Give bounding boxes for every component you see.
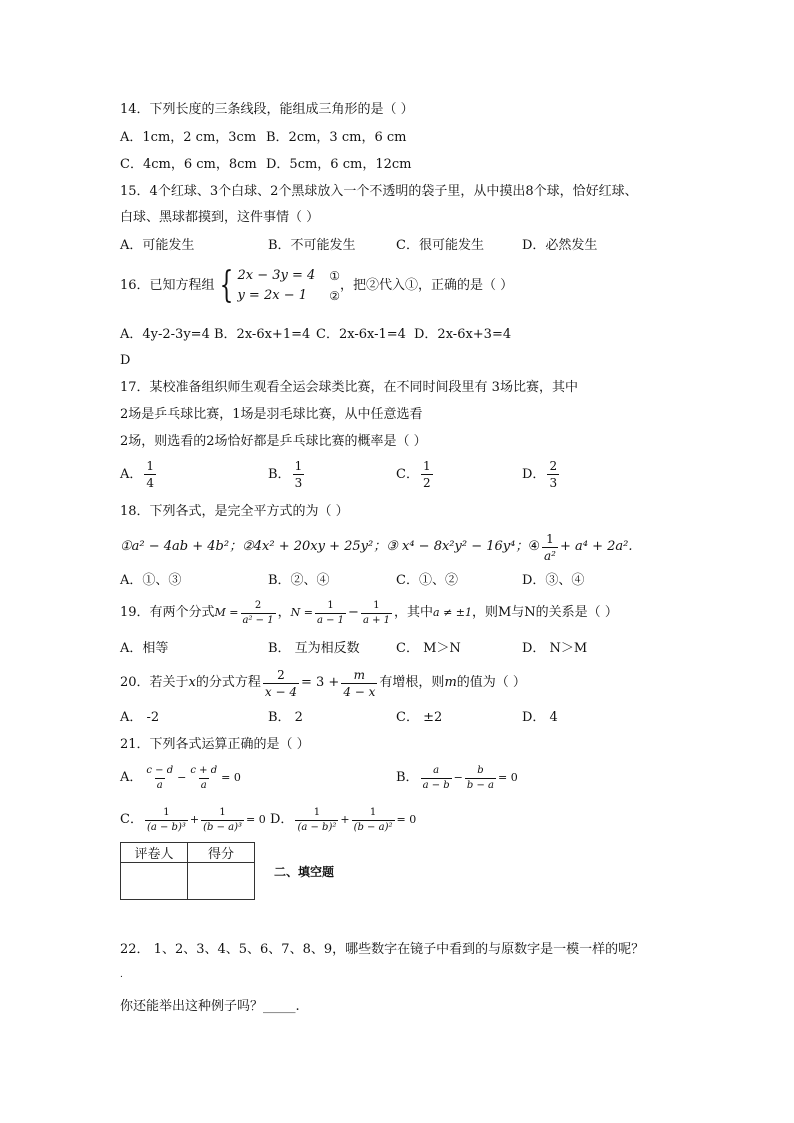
q14-stem: 14．下列长度的三条线段，能组成三角形的是（ ） — [120, 102, 414, 117]
score-table — [120, 842, 255, 900]
fraction-denominator: (b − a)² — [353, 821, 393, 833]
q17-option-a-fraction — [144, 460, 156, 489]
q15-option-b: B．不可能发生 — [268, 238, 356, 253]
q20-right-fraction — [341, 669, 377, 698]
q16-equation-1: 2x − 3y = 4 — [237, 268, 316, 283]
q21-a-fraction-2 — [188, 766, 219, 791]
q19-option-d: D． N＞M — [522, 641, 588, 656]
fraction-numerator: 1 — [422, 459, 431, 473]
q21-option-b-label: B． — [396, 770, 419, 785]
fraction-denominator: (b − a)³ — [203, 821, 243, 833]
q14-option-c: C．4cm，6 cm，8cm — [120, 157, 257, 172]
fraction-numerator: 1 — [546, 531, 554, 546]
fraction-numerator: 1 — [313, 806, 321, 818]
fraction-denominator: (a − b)³ — [146, 821, 186, 833]
q17-option-d-fraction — [547, 460, 559, 489]
q15-option-a: A．可能发生 — [120, 238, 195, 253]
q16-stem-prefix: 16．已知方程组 — [120, 278, 215, 293]
fraction-denominator: a − 1 — [316, 614, 345, 626]
q19-n-fraction-1 — [315, 601, 346, 626]
q18-stem: 18．下列各式，是完全平方式的为（ ） — [120, 504, 349, 519]
q19-minus: − — [348, 605, 359, 620]
fraction-numerator: b — [477, 764, 484, 776]
q22-stem-line1: 22． 1、2、3、4、5、6、7、8、9，哪些数字在镜子中看到的与原数字是一模一样的呢？ — [120, 942, 645, 957]
q16-option-c: C．2x-6x-1=4 — [316, 327, 406, 342]
q21-d-equals: = 0 — [396, 813, 417, 826]
q17-option-c-label: C． — [396, 466, 419, 482]
q17-option-b-fraction — [293, 460, 305, 489]
q18-option-c: C．①、② — [396, 573, 458, 588]
section-heading-fill-in: 二、填空题 — [274, 865, 335, 879]
fraction-numerator: 1 — [146, 459, 155, 473]
q20-stem-middle2: 有增根，则 — [379, 675, 445, 690]
fraction-numerator: c − d — [146, 764, 174, 776]
q20-stem-prefix: 20．若关于 — [120, 675, 189, 690]
q16-marks — [329, 266, 340, 306]
q21-c-equals: = 0 — [246, 813, 266, 826]
fraction-denominator: x − 4 — [264, 684, 297, 699]
q21-c-operator: + — [189, 813, 200, 826]
score-table-header-score: 得分 — [188, 843, 255, 863]
q16-mark-1: ① — [329, 269, 341, 283]
q16-system — [237, 266, 315, 306]
fraction-numerator: 1 — [219, 806, 226, 818]
fraction-denominator: a² − 1 — [242, 614, 274, 626]
q19-condition: a ≠ ±1 — [433, 606, 472, 619]
q16-option-d: D．2x-6x+3=4 — [414, 327, 512, 342]
q17-stem-line1: 17．某校准备组织师生观看全运会球类比赛，在不同时间段里有 3场比赛，其中 — [120, 380, 578, 395]
q17-option-a — [120, 460, 158, 489]
q18-option-a: A．①、③ — [120, 573, 182, 588]
fraction-numerator: 1 — [294, 459, 303, 473]
q21-b-equals: = 0 — [498, 771, 518, 784]
q17-option-d — [522, 460, 561, 489]
q21-a-equals: = 0 — [221, 771, 241, 784]
q18-option-d: D．③、④ — [522, 573, 585, 588]
q20-option-c: C． ±2 — [396, 710, 443, 725]
q16-stem-suffix: ，把②代入①，正确的是（ ） — [340, 278, 514, 293]
fraction-numerator: 1 — [369, 806, 377, 818]
q21-stem: 21．下列各式运算正确的是（ ） — [120, 737, 310, 752]
q21-a-operator: − — [177, 771, 187, 784]
q18-expression-2: ②4x² + 20xy + 25y²； — [242, 539, 387, 554]
score-table-grader-cell[interactable] — [121, 863, 188, 900]
q15-stem-line2: 白球、黑球都摸到，这件事情（ ） — [120, 210, 320, 225]
fraction-denominator: a² — [543, 548, 556, 563]
q19-m-fraction — [241, 601, 276, 626]
q16-option-a: A．4y-2-3y=4 — [120, 327, 210, 342]
q21-d-operator: + — [340, 813, 350, 826]
q17-stem-line2: 2场是乒乓球比赛，1场是羽毛球比赛，从中任意选看 — [120, 407, 423, 422]
q21-option-d — [270, 803, 416, 837]
score-table-header-grader: 评卷人 — [121, 843, 188, 863]
q20-stem — [120, 664, 526, 702]
q21-c-fraction-1 — [145, 808, 188, 833]
q21-option-d-label: D． — [270, 812, 294, 827]
q21-option-b — [396, 761, 518, 795]
q16-option-b: B．2x-6x+1=4 — [214, 327, 311, 342]
q21-option-a-label: A． — [120, 770, 143, 785]
q21-option-a — [120, 761, 241, 795]
q19-option-b: B． 互为相反数 — [268, 641, 360, 656]
q20-option-b: B． 2 — [268, 710, 303, 725]
q21-b-fraction-1 — [421, 766, 452, 791]
q19-stem — [120, 597, 618, 629]
fraction-denominator: 3 — [294, 476, 303, 490]
fraction-numerator: 2 — [549, 459, 558, 473]
fraction-denominator: 4 − x — [343, 684, 376, 699]
q20-var-x: x — [188, 675, 196, 690]
q17-option-d-label: D． — [522, 466, 546, 482]
fraction-denominator: a — [200, 779, 207, 791]
q18-expression-4-prefix: ④ — [528, 539, 540, 554]
q20-var-m: m — [444, 675, 457, 690]
q20-stem-middle: 的分式方程 — [195, 675, 261, 690]
q15-option-c: C．很可能发生 — [396, 238, 484, 253]
q16-stem — [120, 266, 513, 306]
fraction-numerator: 1 — [327, 599, 334, 611]
q17-stem-line3: 2场，则选看的2场恰好都是乒乓球比赛的概率是（ ） — [120, 434, 427, 449]
q21-c-fraction-2 — [201, 808, 244, 833]
fraction-numerator: 2 — [254, 599, 262, 611]
q16-equation-2: y = 2x − 1 — [237, 288, 307, 303]
fraction-denominator: a − b — [422, 779, 450, 791]
q21-option-c — [120, 803, 266, 837]
q17-option-c-fraction — [421, 460, 433, 489]
fraction-denominator: 4 — [146, 476, 155, 490]
q18-expression-1: ①a² − 4ab + 4b²； — [120, 539, 243, 554]
q19-stem-prefix: 19．有两个分式 — [120, 605, 215, 620]
q19-stem-middle: ，其中 — [394, 605, 434, 620]
q18-expression-3: ③ x⁴ − 8x²y² − 16y⁴； — [386, 539, 529, 554]
q22-stem-line2: 你还能举出这种例子吗？_____. — [120, 999, 300, 1014]
q20-option-a: A． -2 — [120, 710, 160, 725]
fraction-numerator: a — [433, 764, 440, 776]
fraction-denominator: a + 1 — [362, 614, 390, 626]
q16-answer: D — [120, 353, 131, 368]
q20-option-d: D． 4 — [522, 710, 558, 725]
q21-option-c-label: C． — [120, 812, 143, 827]
q16-mark-2: ② — [329, 289, 341, 303]
q17-option-b-label: B． — [268, 466, 291, 482]
q19-n-lhs: N = — [290, 606, 313, 619]
q15-stem-line1: 15．4个红球、3个白球、2个黑球放入一个不透明的袋子里，从中摸出8个球，恰好红球、 — [120, 184, 638, 199]
q19-m-lhs: M = — [214, 606, 239, 619]
fraction-denominator: 3 — [549, 476, 558, 490]
q17-option-c — [396, 460, 435, 489]
q19-stem-suffix: ，则M与N的关系是（ ） — [472, 605, 618, 620]
q20-left-fraction — [263, 669, 299, 698]
q18-expression-4-fraction — [542, 533, 558, 562]
q17-option-b — [268, 460, 306, 489]
q17-option-a-label: A． — [120, 466, 143, 482]
fraction-numerator: 1 — [373, 599, 380, 611]
q18-option-b: B．②、④ — [268, 573, 330, 588]
q22-dot: . — [120, 970, 123, 980]
fraction-numerator: 1 — [163, 806, 170, 818]
q14-option-a: A．1cm，2 cm，3cm — [120, 130, 257, 145]
q15-option-d: D．必然发生 — [522, 238, 598, 253]
fraction-numerator: 2 — [277, 667, 285, 682]
q14-option-b: B．2cm，3 cm，6 cm — [266, 130, 407, 145]
q14-option-d: D．5cm，6 cm，12cm — [266, 157, 412, 172]
q19-n-fraction-2 — [361, 601, 392, 626]
fraction-denominator: a — [156, 779, 163, 791]
q19-option-a: A．相等 — [120, 641, 169, 656]
q18-expression-4-suffix: + a⁴ + 2a². — [559, 539, 633, 554]
q21-a-fraction-1 — [144, 766, 175, 791]
q21-b-operator: − — [453, 771, 463, 784]
q19-separator: ， — [277, 605, 291, 620]
fraction-denominator: 2 — [422, 476, 431, 490]
fraction-denominator: (a − b)² — [297, 821, 337, 833]
fraction-denominator: b − a — [466, 779, 494, 791]
q20-equals: = 3 + — [301, 675, 340, 690]
brace-icon: { — [219, 265, 233, 306]
q21-d-fraction-2 — [352, 808, 395, 833]
q18-expressions — [120, 530, 632, 564]
fraction-numerator: c + d — [190, 764, 218, 776]
fraction-numerator: m — [353, 667, 366, 682]
score-table-score-cell[interactable] — [188, 863, 255, 900]
q21-d-fraction-1 — [295, 808, 338, 833]
q21-b-fraction-2 — [465, 766, 496, 791]
q20-stem-suffix: 的值为（ ） — [456, 675, 526, 690]
q19-option-c: C． M＞N — [396, 641, 461, 656]
